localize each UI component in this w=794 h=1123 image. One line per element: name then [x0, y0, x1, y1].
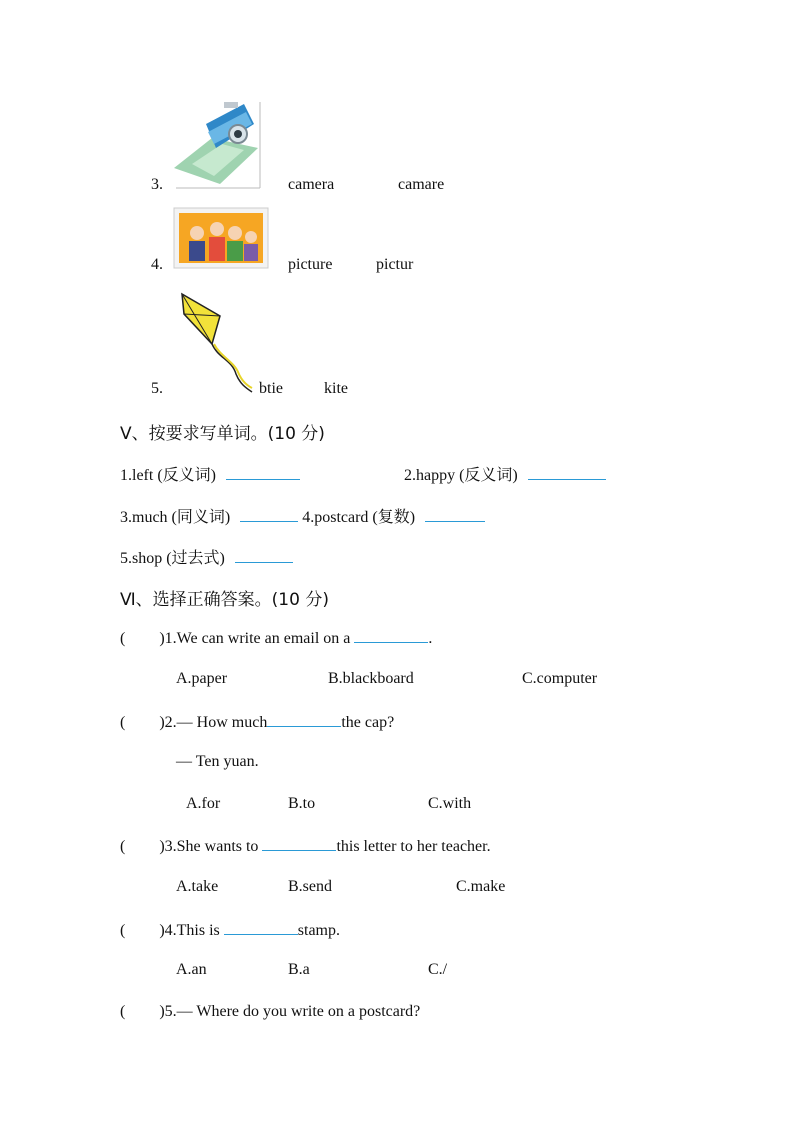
answer-paren: (: [120, 630, 126, 647]
option-text: picture: [288, 256, 333, 273]
question-1: [120, 628, 432, 648]
question-2: [120, 712, 394, 732]
option: C./: [428, 961, 448, 978]
family-photo-icon: [173, 207, 269, 271]
option: A.paper: [176, 670, 228, 687]
word-item-3: [120, 504, 485, 527]
word-item-5: [120, 545, 293, 568]
answer-paren: (: [120, 1003, 126, 1020]
word-item-text: 2.happy (反义词): [404, 467, 518, 484]
word-item-text: 5.shop (过去式): [120, 550, 225, 567]
word-item-text: 1.left (反义词): [120, 467, 216, 484]
word-item-2: [404, 462, 606, 485]
section-title: Ⅴ、按要求写单词。(10 分): [120, 424, 325, 444]
answer-blank[interactable]: [528, 465, 606, 480]
question-3: [120, 836, 491, 856]
reply-text: — Ten yuan.: [176, 753, 259, 770]
answer-paren: (: [120, 714, 126, 731]
item-number: 5.: [151, 380, 163, 397]
word-item-text: 3.much (同义词): [120, 509, 231, 526]
option: C.with: [428, 795, 472, 812]
section-title: Ⅵ、选择正确答案。(10 分): [120, 590, 329, 610]
question-text: this letter to her teacher.: [336, 838, 491, 855]
answer-blank[interactable]: [224, 920, 298, 935]
option: B.blackboard: [328, 670, 414, 687]
option: A.an: [176, 961, 207, 978]
option: B.to: [288, 795, 316, 812]
answer-blank[interactable]: [235, 548, 293, 563]
question-text: )5.— Where do you write on a postcard?: [159, 1003, 421, 1020]
option: A.for: [186, 795, 221, 812]
camera-icon: [172, 98, 266, 190]
question-text: stamp.: [297, 922, 340, 939]
option: B.send: [288, 878, 332, 895]
answer-blank[interactable]: [267, 712, 341, 727]
option-text: btie: [259, 380, 283, 397]
kite-icon: [176, 288, 256, 396]
option-text: camare: [398, 176, 445, 193]
option: B.a: [288, 961, 310, 978]
word-item-text: 4.postcard (复数): [302, 509, 416, 526]
option: C.make: [456, 878, 506, 895]
option-text: camera: [288, 176, 335, 193]
question-5: [120, 1003, 420, 1021]
item-number: 3.: [151, 176, 163, 193]
answer-blank[interactable]: [262, 836, 336, 851]
option-text: kite: [324, 380, 348, 397]
word-item-1: [120, 462, 300, 485]
question-text: )3.She wants to: [159, 838, 259, 855]
option: C.computer: [522, 670, 598, 687]
answer-blank[interactable]: [354, 628, 428, 643]
question-text: )2.— How much: [159, 714, 268, 731]
question-4: [120, 920, 340, 940]
answer-blank[interactable]: [425, 507, 485, 522]
question-text: )1.We can write an email on a: [159, 630, 351, 647]
answer-paren: (: [120, 922, 126, 939]
question-text: .: [428, 630, 433, 647]
answer-blank[interactable]: [226, 465, 300, 480]
option: A.take: [176, 878, 219, 895]
answer-blank[interactable]: [240, 507, 298, 522]
question-text: the cap?: [341, 714, 395, 731]
answer-paren: (: [120, 838, 126, 855]
item-number: 4.: [151, 256, 163, 273]
option-text: pictur: [376, 256, 414, 273]
question-text: )4.This is: [159, 922, 220, 939]
